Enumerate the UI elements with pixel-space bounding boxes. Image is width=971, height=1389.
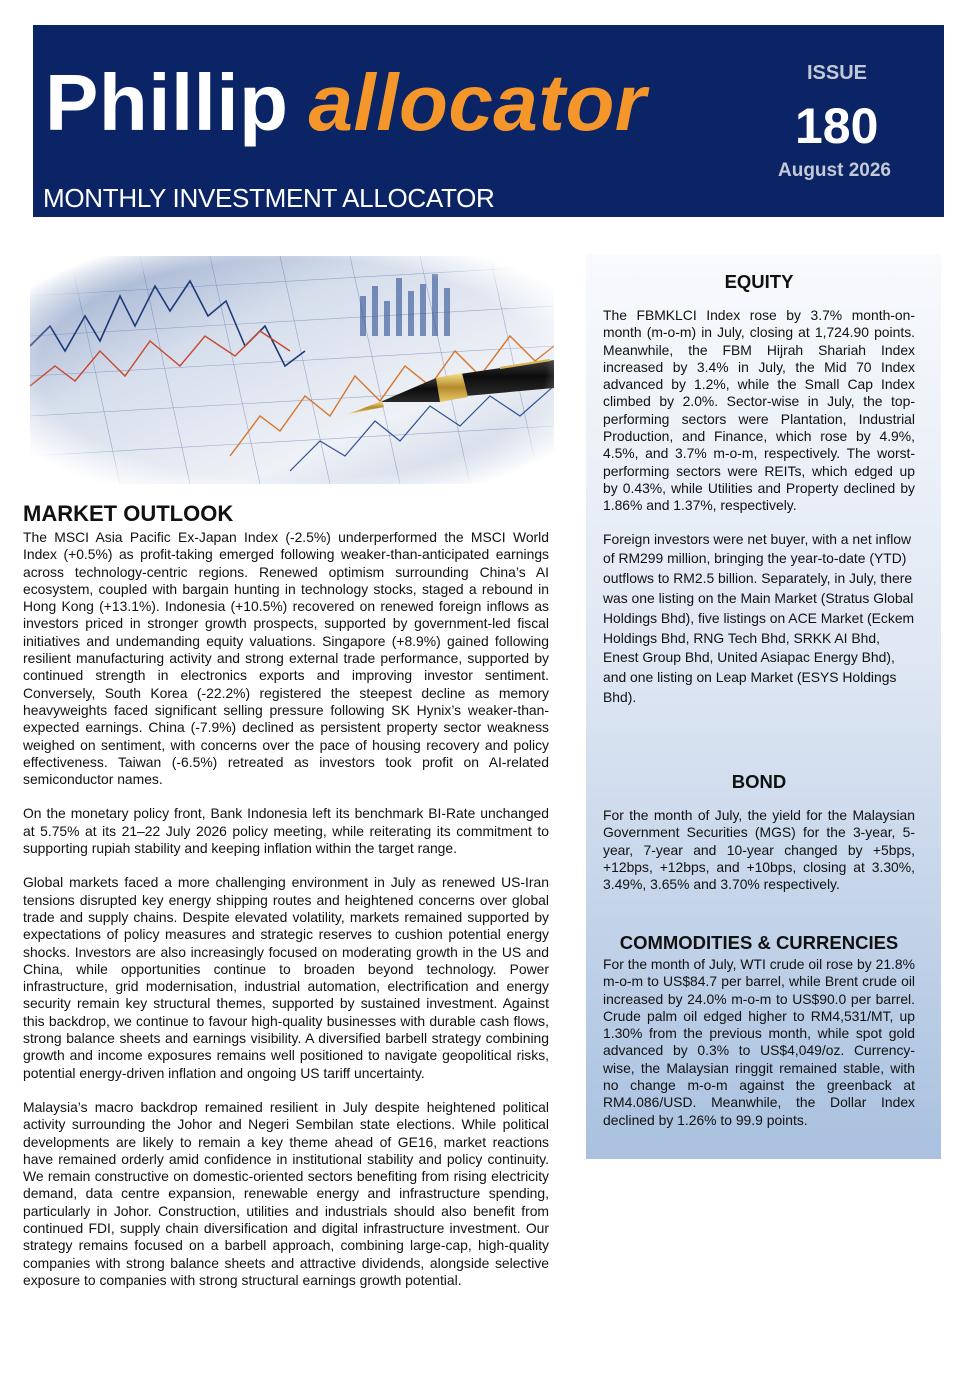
issue-date: August 2026 xyxy=(778,160,891,181)
issue-label: ISSUE xyxy=(807,62,868,84)
header-banner xyxy=(33,25,944,217)
bond-heading: BOND xyxy=(731,771,787,792)
brand-word-phillip: Phillip xyxy=(45,58,289,147)
equity-paragraph-1: The FBMKLCI Index rose by 3.7% month-on-month (m-o-m) in July, closing at 1,724.90 points. Meanwhile, the FBM Hijrah Shariah Index increased by 3.4% in July, the Mid 70 Index advanced by 1.2%, while the Small Cap Index climbed by 2.0%. Sector-wise in July, the top-performing sectors were Plantation, Industrial Production, and Finance, which rose by 4.9%, 4.5%, and 3.7% m-o-m, respectively. The worst-performing sectors were REITs, which edged up by 0.43%, while Utilities and Property declined by 1.86% and 1.37%, respectively. xyxy=(603,307,915,514)
market-outlook-paragraph-1: The MSCI Asia Pacific Ex-Japan Index (-2.5%) underperformed the MSCI World Index (+0.5%) as profit-taking emerged following weaker-than-anticipated earnings across technology-centric regions. Renewed optimism surrounding China’s AI ecosystem, coupled with bargain hunting in technology stocks, staged a rebound in Hong Kong (+13.1%). Indonesia (+10.5%) recovered on renewed foreign inflows as investors priced in stronger growth prospects, supported by government-led fiscal initiatives and undemanding equity valuations. Singapore (+8.9%) gained following resilient manufacturing activity and strong external trade performance, supported by continued strength in electronics exports and improving investor sentiment. Conversely, South Korea (-22.2%) registered the steepest decline as memory heavyweights faced significant selling pressure following SK Hynix’s weaker-than-expected earnings. China (-7.9%) declined as persistent property sector weakness weighed on sentiment, with concerns over the pace of housing recovery and policy effectiveness. Taiwan (-6.5%) retreated as investors took profit on AI-related semiconductor names. xyxy=(23,529,549,788)
equity-heading: EQUITY xyxy=(724,271,794,292)
market-outlook-section xyxy=(23,501,549,1306)
bond-section xyxy=(603,771,915,893)
financial-chart-with-pen-photo xyxy=(30,256,554,484)
market-outlook-paragraph-3: Global markets faced a more challenging environment in July as renewed US-Iran tensions disrupted key energy shipping routes and heightened concerns over global trade and supply chains. Despite elevated volatility, markets remained supported by expectations of policy measures and strategic reserves to cushion potential energy shocks. Investors are also increasingly focused on moderating growth in the US and China, while opportunities continue to broaden beyond technology. Power infrastructure, grid modernisation, industrial automation, electrification and energy security remain key structural themes, supported by sustained investment. Against this backdrop, we continue to favour high-quality businesses with durable cash flows, strong balance sheets and earnings visibility. A diversified barbell strategy combining growth and income exposures remains well positioned to navigate geopolitical risks, potential energy-driven inflation and ongoing US tariff uncertainty. xyxy=(23,874,549,1081)
sidebar-panel xyxy=(586,254,941,1159)
market-outlook-paragraph-2: On the monetary policy front, Bank Indonesia left its benchmark BI-Rate unchanged at 5.75% at its 21–22 July 2026 policy meeting, while reiterating its commitment to supporting rupiah stability and keeping inflation within the target range. xyxy=(23,805,549,857)
brand-word-allocator: allocator xyxy=(308,58,647,147)
issue-number: 180 xyxy=(795,98,879,154)
tagline: MONTHLY INVESTMENT ALLOCATOR xyxy=(43,183,495,213)
equity-section xyxy=(603,271,915,708)
commodities-heading: COMMODITIES & CURRENCIES xyxy=(619,932,899,953)
brand-title xyxy=(45,58,647,147)
commodities-paragraph: For the month of July, WTI crude oil rose by 21.8% m-o-m to US$84.7 per barrel, while Brent crude oil increased by 24.0% m-o-m to US$90.0 per barrel. Crude palm oil edged higher to RM4,531/MT, up 1.30% from the previous month, while spot gold advanced by 0.3% to US$4,049/oz. Currency-wise, the Malaysian ringgit remained stable, with no change m-o-m against the greenback at RM4.086/USD. Meanwhile, the Dollar Index declined by 1.26% to 99.9 points. xyxy=(603,956,915,1128)
bond-paragraph: For the month of July, the yield for the Malaysian Government Securities (MGS) for the 3-year, 5-year, 7-year and 10-year changed by +5bps, +12bps, +12bps, and +10bps, closing at 3.30%, 3.49%, 3.65% and 3.70% respectively. xyxy=(603,807,915,893)
market-outlook-paragraph-4: Malaysia’s macro backdrop remained resilient in July despite heightened political activity surrounding the Johor and Negeri Sembilan state elections. While political developments are likely to remain a key theme ahead of GE16, market reactions have remained orderly amid confidence in institutional stability and policy continuity. We remain constructive on domestic-oriented sectors benefiting from rising electricity demand, data centre expansion, renewable energy and infrastructure spending, particularly in Johor. Construction, utilities and industrials should also benefit from continued FDI, supply chain diversification and digital infrastructure investment. Our strategy remains focused on a barbell approach, combining large-cap, high-quality companies with strong balance sheets and attractive dividends, alongside selective exposure to companies with strong structural earnings growth potential. xyxy=(23,1098,549,1288)
market-outlook-heading: MARKET OUTLOOK xyxy=(23,501,234,526)
equity-paragraph-2: Foreign investors were net buyer, with a net inflow of RM299 million, bringing the year-to-date (YTD) outflows to RM2.5 billion. Separately, in July, there was one listing on the Main Market (Stratus Global Holdings Bhd), five listings on ACE Market (Eckem Holdings Bhd, RNG Tech Bhd, SRKK AI Bhd, Enest Group Bhd, United Asiapac Energy Bhd), and one listing on Leap Market (ESYS Holdings Bhd). xyxy=(603,530,915,705)
commodities-section xyxy=(603,932,915,1129)
